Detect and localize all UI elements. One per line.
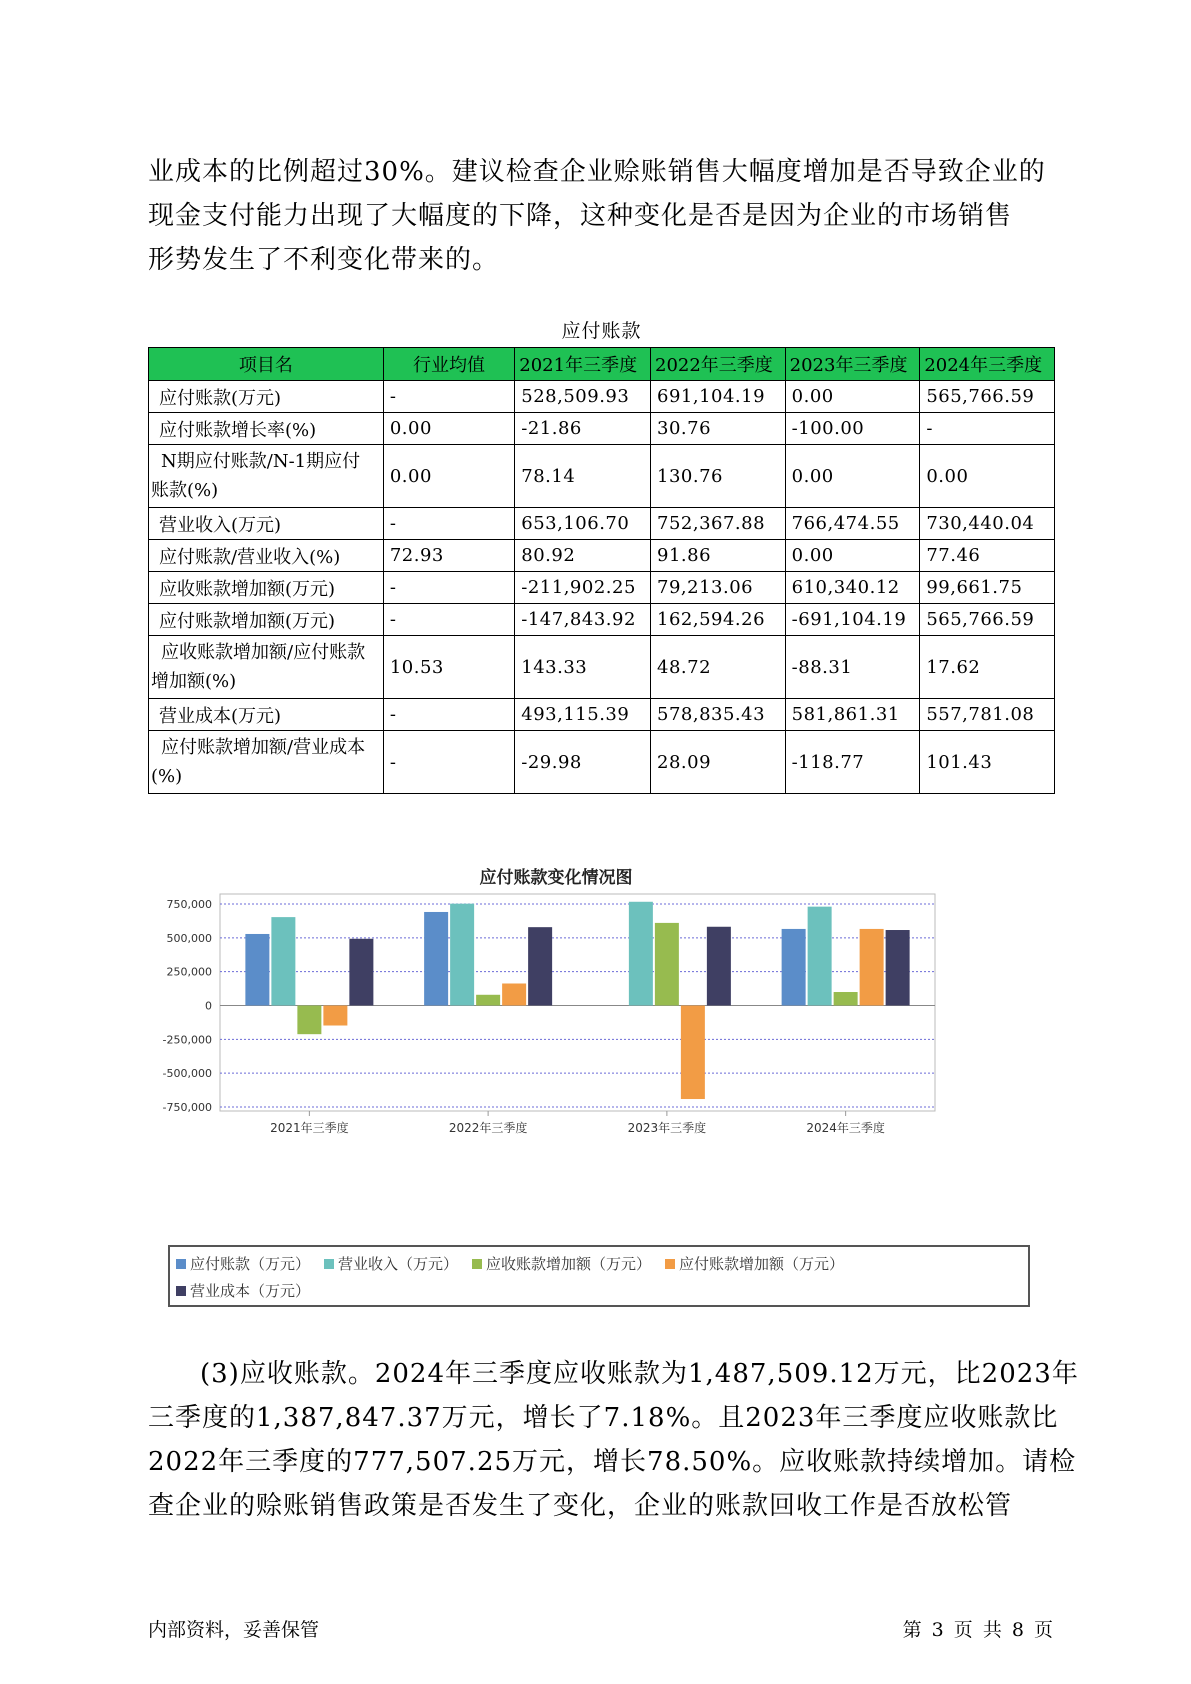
table-row (149, 381, 1055, 413)
table-cell: 691,104.19 (651, 381, 786, 413)
table-cell: 565,766.59 (920, 604, 1055, 636)
row-label: 应收账款增加额/应付账款增加额(%) (149, 636, 384, 699)
table-cell: 48.72 (651, 636, 786, 699)
x-tick-label: 2022年三季度 (448, 1121, 528, 1135)
table-cell: - (920, 413, 1055, 445)
table-cell: - (383, 572, 514, 604)
row-label: 应付账款增加额(万元) (149, 604, 384, 636)
bar (424, 912, 448, 1006)
table-cell: 77.46 (920, 540, 1055, 572)
column-header: 2022年三季度 (651, 348, 786, 381)
table-cell: 130.76 (651, 445, 786, 508)
table-cell: 0.00 (383, 445, 514, 508)
table-cell: 653,106.70 (515, 508, 651, 540)
table-cell: 99,661.75 (920, 572, 1055, 604)
table-cell: -147,843.92 (515, 604, 651, 636)
table-cell: 493,115.39 (515, 699, 651, 731)
bar (629, 902, 653, 1006)
table-cell: 581,861.31 (785, 699, 920, 731)
table-cell: 752,367.88 (651, 508, 786, 540)
table-cell: - (383, 731, 514, 794)
column-header: 2021年三季度 (515, 348, 651, 381)
table-cell: -691,104.19 (785, 604, 920, 636)
table-row (149, 699, 1055, 731)
table-cell: 17.62 (920, 636, 1055, 699)
table-row (149, 508, 1055, 540)
bar (323, 1006, 347, 1026)
legend-label: 应收账款增加额（万元） (486, 1255, 652, 1273)
chart-legend (168, 1245, 1030, 1307)
legend-item (472, 1253, 651, 1274)
bar (782, 929, 806, 1006)
table-cell: 0.00 (785, 381, 920, 413)
legend-swatch (472, 1259, 482, 1269)
text-line: 查企业的赊账销售政策是否发生了变化，企业的账款回收工作是否放松管 (148, 1491, 1013, 1521)
row-label: 应付账款增长率(%) (149, 413, 384, 445)
bar (528, 927, 552, 1005)
table-cell: 0.00 (785, 445, 920, 508)
table-cell: 72.93 (383, 540, 514, 572)
bar (808, 907, 832, 1006)
table-row (149, 731, 1055, 794)
table-cell: 162,594.26 (651, 604, 786, 636)
chart-canvas (150, 860, 1050, 1240)
table-cell: 78.14 (515, 445, 651, 508)
table-row (149, 413, 1055, 445)
row-label: 营业成本(万元) (149, 699, 384, 731)
legend-label: 应付账款增加额（万元） (679, 1255, 845, 1273)
row-label: 营业收入(万元) (149, 508, 384, 540)
text-line: 2022年三季度的777,507.25万元，增长78.50%。应收账款持续增加。请检 (148, 1447, 1077, 1477)
text-line: 业成本的比例超过30%。建议检查企业赊账销售大幅度增加是否导致企业的 (148, 157, 1046, 187)
y-tick-label: -750,000 (162, 1101, 212, 1114)
table-cell: 30.76 (651, 413, 786, 445)
chart-title: 应付账款变化情况图 (479, 868, 633, 888)
y-tick-label: 500,000 (166, 931, 212, 945)
text-line: (3)应收账款。2024年三季度应收账款为1,487,509.12万元，比2023年 (200, 1359, 1079, 1389)
legend-swatch (324, 1259, 334, 1269)
row-label: 应收账款增加额(万元) (149, 572, 384, 604)
table-cell: -88.31 (785, 636, 920, 699)
bar (502, 983, 526, 1005)
table-cell: 28.09 (651, 731, 786, 794)
bar (297, 1006, 321, 1035)
row-label: 应付账款/营业收入(%) (149, 540, 384, 572)
bar (450, 904, 474, 1006)
table-caption: 应付账款 (561, 320, 642, 342)
footer-note: 内部资料，妥善保管 (148, 1619, 320, 1641)
table-header-row (149, 348, 1055, 381)
legend-item (665, 1253, 844, 1274)
paragraph-receivables (148, 1352, 1079, 1528)
table-row (149, 572, 1055, 604)
table-cell: 0.00 (383, 413, 514, 445)
table-cell: 101.43 (920, 731, 1055, 794)
table-cell: 10.53 (383, 636, 514, 699)
table-cell: -118.77 (785, 731, 920, 794)
table-cell: 79,213.06 (651, 572, 786, 604)
x-tick-label: 2021年三季度 (270, 1121, 349, 1135)
bar (349, 939, 373, 1006)
column-header: 项目名 (149, 348, 384, 381)
column-header: 行业均值 (383, 348, 514, 381)
legend-label: 营业收入（万元） (338, 1255, 459, 1273)
bar (245, 934, 269, 1006)
x-tick-label: 2024年三季度 (806, 1121, 885, 1135)
row-label: N期应付账款/N-1期应付账款(%) (149, 445, 384, 508)
table-row (149, 445, 1055, 508)
bar (707, 927, 731, 1006)
row-label: 应付账款增加额/营业成本(%) (149, 731, 384, 794)
legend-label: 营业成本（万元） (190, 1282, 311, 1300)
text-line: 形势发生了不利变化带来的。 (148, 245, 500, 275)
table-cell: - (383, 699, 514, 731)
bar (271, 917, 295, 1005)
page-number: 第 3 页 共 8 页 (902, 1619, 1055, 1641)
legend-item (176, 1253, 310, 1274)
column-header: 2024年三季度 (920, 348, 1055, 381)
table-cell: 80.92 (515, 540, 651, 572)
table-cell: - (383, 508, 514, 540)
table-cell: 578,835.43 (651, 699, 786, 731)
table-cell: 610,340.12 (785, 572, 920, 604)
table-cell: 0.00 (920, 445, 1055, 508)
table-cell: -29.98 (515, 731, 651, 794)
y-tick-label: 250,000 (166, 965, 212, 979)
table-cell: 557,781.08 (920, 699, 1055, 731)
table-cell: 143.33 (515, 636, 651, 699)
table-cell: -211,902.25 (515, 572, 651, 604)
table-cell: 0.00 (785, 540, 920, 572)
bar (476, 995, 500, 1006)
row-label: 应付账款(万元) (149, 381, 384, 413)
bar (860, 929, 884, 1006)
table-cell: -100.00 (785, 413, 920, 445)
table-row (149, 540, 1055, 572)
table-row (149, 636, 1055, 699)
column-header: 2023年三季度 (785, 348, 920, 381)
x-tick-label: 2023年三季度 (627, 1121, 707, 1135)
legend-label: 应付账款（万元） (190, 1255, 311, 1273)
y-tick-label: 0 (205, 999, 212, 1013)
table-cell: 528,509.93 (515, 381, 651, 413)
table-cell: 91.86 (651, 540, 786, 572)
text-line: 三季度的1,387,847.37万元，增长了7.18%。且2023年三季度应收账款比 (148, 1403, 1059, 1433)
legend-item (176, 1280, 310, 1301)
bar (886, 930, 910, 1005)
table-cell: -21.86 (515, 413, 651, 445)
y-tick-label: -250,000 (162, 1033, 212, 1047)
bar (681, 1006, 705, 1100)
table-cell: - (383, 381, 514, 413)
legend-swatch (665, 1259, 675, 1269)
bar (655, 923, 679, 1006)
table-cell: 565,766.59 (920, 381, 1055, 413)
text-line: 现金支付能力出现了大幅度的下降，这种变化是否是因为企业的市场销售 (148, 201, 1013, 231)
table-row (149, 604, 1055, 636)
table-cell: - (383, 604, 514, 636)
payables-table (148, 347, 1055, 794)
paragraph-intro (148, 150, 1048, 282)
legend-item (324, 1253, 458, 1274)
y-tick-label: -500,000 (162, 1067, 212, 1081)
legend-swatch (176, 1259, 186, 1269)
y-tick-label: 750,000 (166, 898, 212, 911)
bar (834, 992, 858, 1005)
legend-swatch (176, 1286, 186, 1296)
table-cell: 766,474.55 (785, 508, 920, 540)
table-cell: 730,440.04 (920, 508, 1055, 540)
